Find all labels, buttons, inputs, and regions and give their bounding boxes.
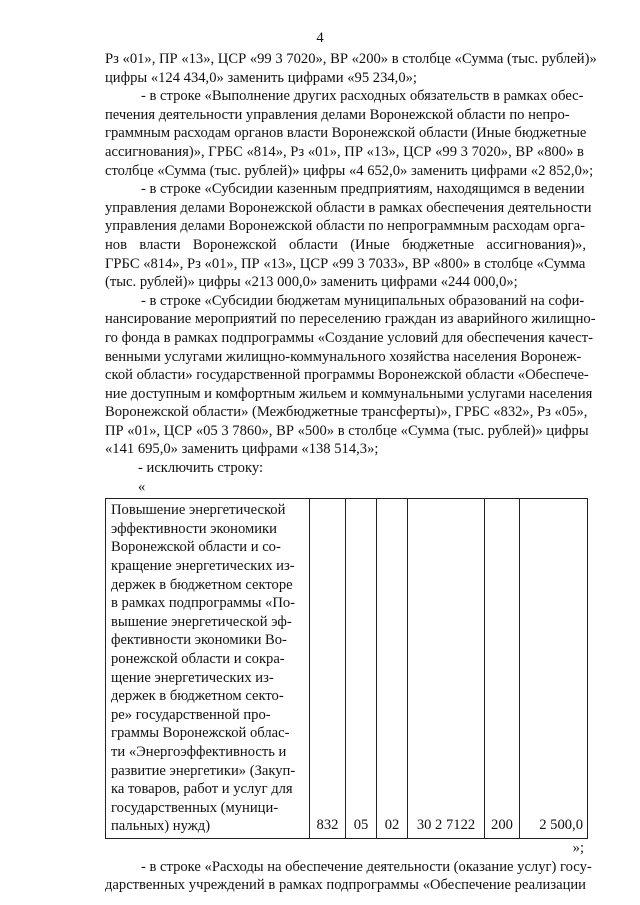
row-name-line: развитие энергетики» (Закуп- bbox=[111, 762, 296, 779]
vr-cell: 200 bbox=[485, 499, 520, 839]
text-line: Рз «01», ПР «13», ЦСР «99 3 7020», ВР «200» в столбце «Сумма (тыс. рублей)» bbox=[105, 51, 597, 67]
text-line: печения деятельности управления делами Воронежской области по непро- bbox=[105, 106, 570, 123]
sum-cell: 2 500,0 bbox=[520, 499, 588, 839]
text-line: - в строке «Субсидии бюджетам муниципальных образований на софи- bbox=[141, 292, 585, 309]
quote-open-mark: « bbox=[138, 478, 146, 495]
text-line: ПР «01», ЦСР «05 3 7860», ВР «500» в столбце «Сумма (тыс. рублей)» цифры bbox=[105, 422, 589, 439]
row-name-line: государственных (муници- bbox=[111, 799, 279, 816]
text-line: Воронежской области» (Межбюджетные трансферты)», ГРБС «832», Рз «05», bbox=[105, 404, 588, 421]
row-name-line: щение энергетических из- bbox=[111, 669, 274, 686]
row-name-line: держек в бюджетном секторе bbox=[111, 576, 293, 593]
row-name-line: кращение энергетических из- bbox=[111, 558, 295, 575]
text-line: ние доступным и комфортным жильем и коммунальными услугами населения bbox=[105, 385, 593, 402]
row-name-line: в рамках подпрограммы «По- bbox=[111, 595, 296, 612]
text-line: венными услугами жилищно-коммунального хозяйства населения Воронеж- bbox=[105, 348, 582, 365]
text-line: управления делами Воронежской области в рамках обеспечения деятельности bbox=[105, 199, 592, 216]
row-name-line: граммы Воронежской облас- bbox=[111, 725, 290, 742]
text-line: ассигнования)», ГРБС «814», Рз «01», ПР «13», ЦСР «99 3 7020», ВР «800» в bbox=[105, 143, 584, 160]
exclude-row-line: - исключить строку: bbox=[138, 460, 264, 477]
row-name-line: ронежской области и сокра- bbox=[111, 651, 285, 667]
row-name-line: фективности экономики Во- bbox=[111, 632, 287, 649]
pr-cell: 02 bbox=[377, 499, 408, 839]
row-name-line: ре» государственной про- bbox=[111, 706, 271, 723]
text-line: цифры «124 434,0» заменить цифрами «95 234,0»; bbox=[105, 69, 417, 86]
grbs-cell: 832 bbox=[310, 499, 346, 839]
text-line: го фонда в рамках подпрограммы «Создание условий для обеспечения качест- bbox=[105, 329, 594, 346]
text-line: - в строке «Субсидии казенным предприятиям, находящимся в ведении bbox=[141, 181, 585, 198]
row-name-line: Повышение энергетической bbox=[111, 502, 286, 519]
text-line: - в строке «Выполнение других расходных обязательств в рамках обес- bbox=[141, 88, 584, 105]
document-body bbox=[105, 50, 597, 895]
text-line: дарственных учреждений в рамках подпрограммы «Обеспечение реализации bbox=[105, 877, 586, 894]
text-line: нов власти Воронежской области (Иные бюджетные ассигнования)», bbox=[105, 236, 586, 253]
rz-cell: 05 bbox=[346, 499, 377, 839]
text-line: столбце «Сумма (тыс. рублей)» цифры «4 652,0» заменить цифрами «2 852,0»; bbox=[105, 162, 594, 179]
text-line: - в строке «Расходы на обеспечение деятельности (оказание услуг) госу- bbox=[141, 858, 592, 875]
excluded-row-table bbox=[105, 498, 588, 839]
text-line: (тыс. рублей)» цифры «213 000,0» заменить цифрами «244 000,0»; bbox=[105, 274, 518, 291]
row-name-cell bbox=[106, 499, 310, 839]
text-line: «141 695,0» заменить цифрами «138 514,3»; bbox=[105, 441, 379, 458]
table-row bbox=[106, 499, 588, 839]
row-name-line: ка товаров, работ и услуг для bbox=[111, 781, 293, 798]
text-line: ГРБС «814», Рз «01», ПР «13», ЦСР «99 3 7033», ВР «800» в столбце «Сумма bbox=[105, 255, 586, 272]
csr-cell: 30 2 7122 bbox=[408, 499, 485, 839]
row-name-line: ти «Энергоэффективность и bbox=[111, 743, 287, 760]
text-line: ской области» государственной программы Воронежской области «Обеспече- bbox=[105, 367, 589, 384]
row-name-line: вышение энергетической эф- bbox=[111, 613, 292, 630]
text-line: граммным расходам органов власти Воронежской области (Иные бюджетные bbox=[105, 125, 587, 142]
row-name-line: эффективности экономики bbox=[111, 520, 277, 537]
row-name-line: пальных) нужд) bbox=[111, 818, 211, 835]
page-number: 4 bbox=[316, 30, 324, 46]
row-name-line: держек в бюджетном секто- bbox=[111, 688, 284, 705]
text-line: управления делами Воронежской области по непрограммным расходам орга- bbox=[105, 218, 585, 235]
quote-close-mark: »; bbox=[572, 839, 584, 856]
text-line: нансирование мероприятий по переселению граждан из аварийного жилищно- bbox=[105, 311, 596, 328]
row-name-line: Воронежской области и со- bbox=[111, 539, 281, 556]
